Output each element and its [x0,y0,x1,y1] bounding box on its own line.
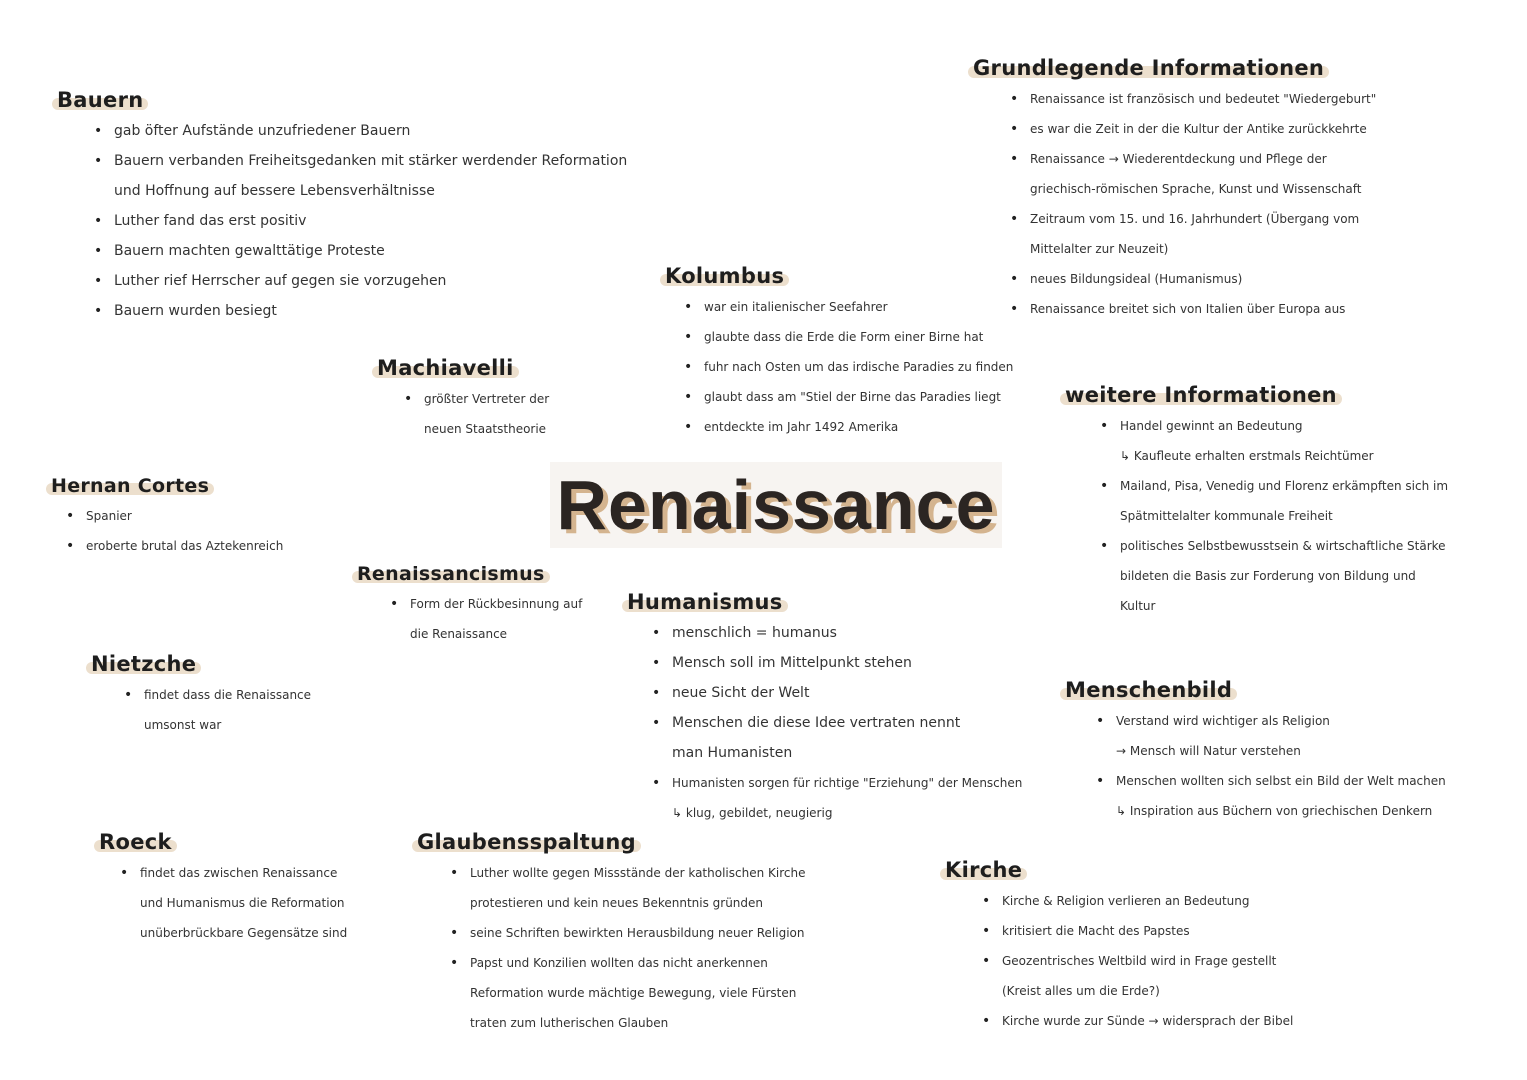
list-item: • fuhr nach Osten um das irdische Paradies zu finden [682,352,1040,382]
section-roeck [94,830,384,948]
list-item: • glaubte dass die Erde die Form einer Birne hat [682,322,1040,352]
list-item: • Kirche wurde zur Sünde → widersprach der Bibel [980,1006,1360,1036]
list-item: • Spanier [64,501,346,531]
list-kolumbus [682,292,1040,442]
list-item: • menschlich = humanus [650,618,1062,648]
list-grundlegende-informationen [1008,84,1488,324]
list-item: • Menschen die diese Idee vertraten nennt man Humanisten [650,708,1062,768]
list-item: • neue Sicht der Welt [650,678,1062,708]
list-item: • Papst und Konzilien wollten das nicht anerkennen Reformation wurde mächtige Bewegung, viele Fürsten traten zum lutherischen Glauben [448,948,882,1038]
list-weitere-informationen [1098,411,1500,621]
section-kirche [940,858,1360,1036]
list-item: • seine Schriften bewirkten Herausbildung neuer Religion [448,918,882,948]
section-glaubensspaltung [412,830,882,1038]
section-nietzche [86,652,366,740]
list-item: • Luther wollte gegen Missstände der katholischen Kirche protestieren und kein neues Bekenntnis gründen [448,858,882,918]
heading-bauern: Bauern [52,88,148,112]
list-item: • Humanisten sorgen für richtige "Erziehung" der Menschen ↳ klug, gebildet, neugierig [650,768,1062,828]
title-box [550,462,1002,548]
heading-machiavelli: Machiavelli [372,356,519,380]
list-item: • es war die Zeit in der die Kultur der Antike zurückkehrte [1008,114,1488,144]
section-bauern [52,88,672,326]
list-item: • findet das zwischen Renaissance und Humanismus die Reformation unüberbrückbare Gegensätze sind [118,858,384,948]
heading-renaissancismus: Renaissancismus [352,563,550,585]
list-item: • Bauern machten gewalttätige Proteste [92,236,672,266]
list-item: • gab öfter Aufstände unzufriedener Bauern [92,116,672,146]
heading-glaubensspaltung: Glaubensspaltung [412,830,641,854]
heading-hernan-cortes: Hernan Cortes [46,475,214,497]
list-kirche [980,886,1360,1036]
list-item: • Handel gewinnt an Bedeutung ↳ Kaufleute erhalten erstmals Reichtümer [1098,411,1500,471]
list-item: • entdeckte im Jahr 1492 Amerika [682,412,1040,442]
list-nietzche [122,680,366,740]
section-hernan-cortes [46,475,346,561]
heading-kolumbus: Kolumbus [660,264,789,288]
list-item: • Renaissance breitet sich von Italien über Europa aus [1008,294,1488,324]
list-item: • Luther fand das erst positiv [92,206,672,236]
list-humanismus [650,618,1062,828]
list-item: • eroberte brutal das Aztekenreich [64,531,346,561]
list-item: • kritisiert die Macht des Papstes [980,916,1360,946]
list-bauern [92,116,672,326]
list-item: • Luther rief Herrscher auf gegen sie vorzugehen [92,266,672,296]
list-roeck [118,858,384,948]
list-glaubensspaltung [448,858,882,1038]
section-kolumbus [660,264,1040,442]
list-item: • Mensch soll im Mittelpunkt stehen [650,648,1062,678]
heading-weitere-informationen: weitere Informationen [1060,383,1342,407]
list-machiavelli [402,384,612,444]
list-item: • Zeitraum vom 15. und 16. Jahrhundert (Übergang vom Mittelalter zur Neuzeit) [1008,204,1488,264]
list-hernan-cortes [64,501,346,561]
list-menschenbild [1094,706,1500,826]
section-menschenbild [1060,678,1500,826]
list-item: • Bauern wurden besiegt [92,296,672,326]
list-item: • Geozentrisches Weltbild wird in Frage gestellt (Kreist alles um die Erde?) [980,946,1360,1006]
heading-grundlegende-informationen: Grundlegende Informationen [968,56,1329,80]
list-item: • Mailand, Pisa, Venedig und Florenz erkämpften sich im Spätmittelalter kommunale Freiheit [1098,471,1500,531]
section-renaissancismus [352,563,612,649]
list-item: • größter Vertreter der neuen Staatstheorie [402,384,612,444]
list-item: • neues Bildungsideal (Humanismus) [1008,264,1488,294]
list-item: • war ein italienischer Seefahrer [682,292,1040,322]
heading-humanismus: Humanismus [622,590,788,614]
list-renaissancismus [388,589,612,649]
section-weitere-informationen [1060,383,1500,621]
heading-kirche: Kirche [940,858,1027,882]
list-item: • Renaissance → Wiederentdeckung und Pflege der griechisch-römischen Sprache, Kunst und Wissenschaft [1008,144,1488,204]
heading-menschenbild: Menschenbild [1060,678,1237,702]
list-item: • Menschen wollten sich selbst ein Bild der Welt machen ↳ Inspiration aus Büchern von griechischen Denkern [1094,766,1500,826]
list-item: • glaubt dass am "Stiel der Birne das Paradies liegt [682,382,1040,412]
list-item: • Form der Rückbesinnung auf die Renaissance [388,589,612,649]
list-item: • Renaissance ist französisch und bedeutet "Wiedergeburt" [1008,84,1488,114]
heading-roeck: Roeck [94,830,177,854]
heading-nietzche: Nietzche [86,652,201,676]
list-item: • Kirche & Religion verlieren an Bedeutung [980,886,1360,916]
list-item: • Bauern verbanden Freiheitsgedanken mit stärker werdender Reformation und Hoffnung auf bessere Lebensverhältnisse [92,146,672,206]
page-title: Renaissance [556,466,996,544]
section-machiavelli [372,356,612,444]
list-item: • politisches Selbstbewusstsein & wirtschaftliche Stärke bildeten die Basis zur Forderung von Bildung und Kultur [1098,531,1500,621]
list-item: • findet dass die Renaissance umsonst war [122,680,366,740]
section-grundlegende-informationen [968,56,1488,324]
list-item: • Verstand wird wichtiger als Religion → Mensch will Natur verstehen [1094,706,1500,766]
section-humanismus [622,590,1062,828]
